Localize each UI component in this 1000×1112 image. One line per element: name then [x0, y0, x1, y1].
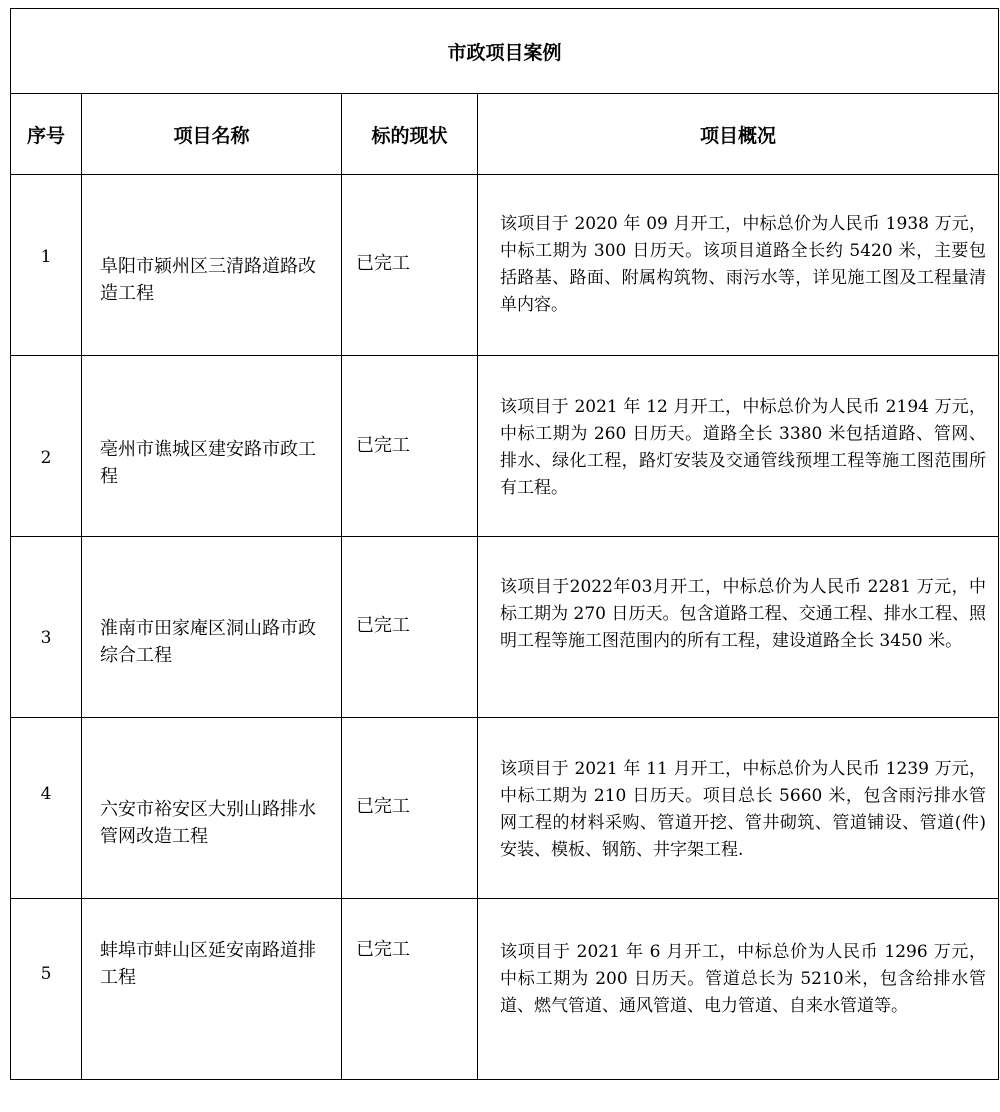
row-number: 2 [40, 448, 52, 468]
status-cell [342, 175, 478, 356]
row-number: 5 [40, 964, 52, 984]
row-number: 1 [40, 247, 52, 267]
table-row [11, 356, 999, 537]
row-number-cell [11, 537, 82, 718]
status-cell [342, 899, 478, 1080]
overview-cell [478, 718, 999, 899]
overview-text: 该项目于 2020 年 09 月开工，中标总价为人民币 1938 万元，中标工期为 300 日历天。该项目道路全长约 5420 米，主要包括路基、路面、附属构筑物、雨污水等，详见施工图及工程量清单内容。 [500, 214, 987, 315]
status-cell [342, 537, 478, 718]
project-name: 阜阳市颍州区三清路道路改造工程 [100, 256, 316, 304]
project-name-cell [82, 718, 342, 899]
overview-cell [478, 356, 999, 537]
status-text: 已完工 [356, 939, 410, 960]
overview-cell [478, 899, 999, 1080]
overview-text: 该项目于2022年03月开工，中标总价为人民币 2281 万元，中标工期为 270 日历天。包含道路工程、交通工程、排水工程、照明工程等施工图范围内的所有工程，建设道路全长 3450 米。 [500, 577, 987, 651]
project-name-cell [82, 899, 342, 1080]
row-number: 4 [40, 784, 52, 804]
row-number-cell [11, 356, 82, 537]
row-number-cell [11, 718, 82, 899]
overview-text: 该项目于 2021 年 6 月开工，中标总价为人民币 1296 万元，中标工期为 200 日历天。管道总长为 5210米，包含给排水管道、燃气管道、通风管道、电力管道、自来水管道等。 [500, 942, 987, 1016]
header-overview: 项目概况 [478, 94, 999, 175]
status-text: 已完工 [356, 253, 410, 274]
project-name-cell [82, 537, 342, 718]
table-header-row [11, 94, 999, 175]
header-number: 序号 [11, 94, 82, 175]
header-status: 标的现状 [342, 94, 478, 175]
status-text: 已完工 [356, 796, 410, 817]
overview-text: 该项目于 2021 年 11 月开工，中标总价为人民币 1239 万元，中标工期为 210 日历天。项目总长 5660 米，包含雨污排水管网工程的材料采购、管道开挖、管井砌筑、管道铺设、管道(件)安装、模板、钢筋、井字架工程. [500, 759, 987, 860]
overview-cell [478, 175, 999, 356]
table-row [11, 537, 999, 718]
status-text: 已完工 [356, 615, 410, 636]
table-row [11, 175, 999, 356]
project-name: 六安市裕安区大别山路排水管网改造工程 [100, 799, 316, 847]
table-row [11, 718, 999, 899]
header-project-name: 项目名称 [82, 94, 342, 175]
project-case-table [10, 8, 999, 1080]
table-row [11, 899, 999, 1080]
status-cell [342, 718, 478, 899]
status-text: 已完工 [356, 435, 410, 456]
table-title: 市政项目案例 [11, 9, 999, 94]
table-title-row [11, 9, 999, 94]
project-name: 淮南市田家庵区洞山路市政综合工程 [100, 618, 316, 666]
row-number-cell [11, 899, 82, 1080]
status-cell [342, 356, 478, 537]
row-number-cell [11, 175, 82, 356]
overview-text: 该项目于 2021 年 12 月开工，中标总价为人民币 2194 万元，中标工期为 260 日历天。道路全长 3380 米包括道路、管网、排水、绿化工程，路灯安装及交通管线预埋工程等施工图范围所有工程。 [500, 397, 987, 498]
project-name: 亳州市谯城区建安路市政工程 [100, 439, 316, 487]
project-name-cell [82, 356, 342, 537]
project-name-cell [82, 175, 342, 356]
row-number: 3 [40, 628, 52, 648]
overview-cell [478, 537, 999, 718]
project-name: 蚌埠市蚌山区延安南路道排工程 [100, 940, 316, 988]
